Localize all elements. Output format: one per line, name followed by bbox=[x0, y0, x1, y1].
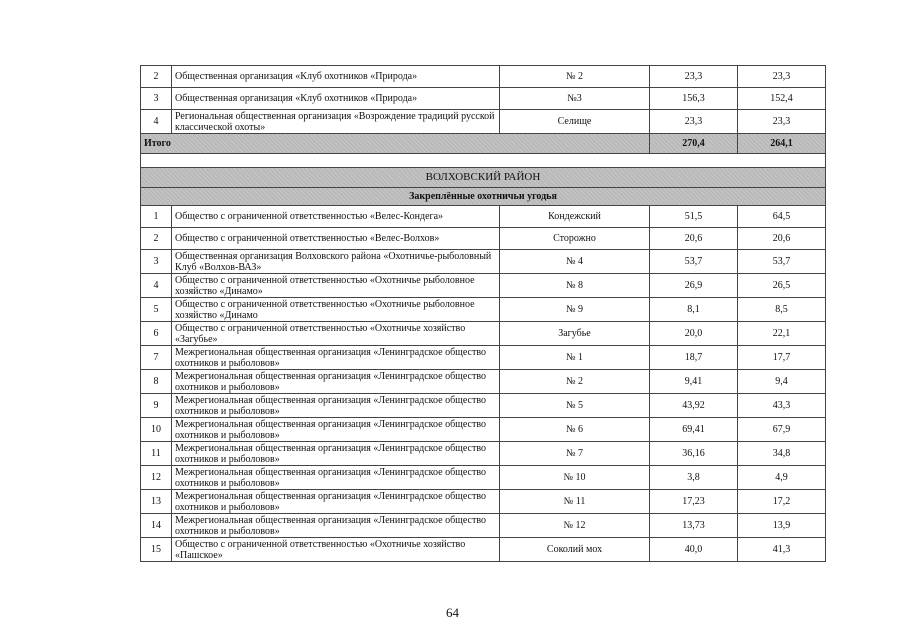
organization-name: Межрегиональная общественная организация «Ленинградское общество охотников и рыболовов» bbox=[172, 418, 500, 442]
hunting-ground: Загубье bbox=[500, 322, 650, 346]
table-row bbox=[141, 466, 826, 490]
value-1: 40,0 bbox=[650, 538, 738, 562]
value-1: 20,0 bbox=[650, 322, 738, 346]
row-number: 12 bbox=[141, 466, 172, 490]
hunting-ground: № 2 bbox=[500, 370, 650, 394]
organization-name: Межрегиональная общественная организация «Ленинградское общество охотников и рыболовов» bbox=[172, 346, 500, 370]
hunting-ground: №3 bbox=[500, 88, 650, 110]
value-1: 36,16 bbox=[650, 442, 738, 466]
value-1: 26,9 bbox=[650, 274, 738, 298]
hunting-ground: Соколий мох bbox=[500, 538, 650, 562]
value-2: 34,8 bbox=[738, 442, 826, 466]
row-number: 3 bbox=[141, 88, 172, 110]
hunting-ground: № 11 bbox=[500, 490, 650, 514]
value-2: 8,5 bbox=[738, 298, 826, 322]
table-row bbox=[141, 346, 826, 370]
organization-name: Общество с ограниченной ответственностью «Охотничье рыболовное хозяйство «Динамо bbox=[172, 298, 500, 322]
organization-name: Межрегиональная общественная организация «Ленинградское общество охотников и рыболовов» bbox=[172, 514, 500, 538]
hunting-ground: Сторожно bbox=[500, 228, 650, 250]
spacer-row bbox=[141, 154, 826, 168]
hunting-ground: № 12 bbox=[500, 514, 650, 538]
hunting-ground: № 9 bbox=[500, 298, 650, 322]
organization-name: Межрегиональная общественная организация «Ленинградское общество охотников и рыболовов» bbox=[172, 394, 500, 418]
table-row bbox=[141, 538, 826, 562]
value-2: 23,3 bbox=[738, 110, 826, 134]
total-value-2: 264,1 bbox=[738, 134, 826, 154]
table-row bbox=[141, 370, 826, 394]
spacer-cell bbox=[141, 154, 826, 168]
value-2: 64,5 bbox=[738, 206, 826, 228]
row-number: 5 bbox=[141, 298, 172, 322]
organization-name: Общество с ограниченной ответственностью «Велес-Кондега» bbox=[172, 206, 500, 228]
value-1: 8,1 bbox=[650, 298, 738, 322]
value-1: 69,41 bbox=[650, 418, 738, 442]
row-number: 7 bbox=[141, 346, 172, 370]
value-2: 17,2 bbox=[738, 490, 826, 514]
value-2: 152,4 bbox=[738, 88, 826, 110]
row-number: 6 bbox=[141, 322, 172, 346]
organization-name: Общественная организация Волховского района «Охотничье-рыболовный Клуб «Волхов-ВАЗ» bbox=[172, 250, 500, 274]
table-row bbox=[141, 394, 826, 418]
row-number: 9 bbox=[141, 394, 172, 418]
table-row bbox=[141, 298, 826, 322]
value-1: 23,3 bbox=[650, 110, 738, 134]
hunting-ground: № 8 bbox=[500, 274, 650, 298]
organization-name: Общество с ограниченной ответственностью «Велес-Волхов» bbox=[172, 228, 500, 250]
value-1: 43,92 bbox=[650, 394, 738, 418]
row-number: 15 bbox=[141, 538, 172, 562]
row-number: 1 bbox=[141, 206, 172, 228]
table-row bbox=[141, 88, 826, 110]
table-body bbox=[141, 66, 826, 562]
hunting-ground: Кондежский bbox=[500, 206, 650, 228]
organization-name: Общество с ограниченной ответственностью «Охотничье рыболовное хозяйство «Динамо» bbox=[172, 274, 500, 298]
hunting-ground: № 4 bbox=[500, 250, 650, 274]
table-row bbox=[141, 66, 826, 88]
value-1: 9,41 bbox=[650, 370, 738, 394]
organization-name: Общество с ограниченной ответственностью «Охотничье хозяйство «Загубье» bbox=[172, 322, 500, 346]
row-number: 13 bbox=[141, 490, 172, 514]
hunting-ground: № 10 bbox=[500, 466, 650, 490]
value-2: 41,3 bbox=[738, 538, 826, 562]
table-row bbox=[141, 490, 826, 514]
district-title: ВОЛХОВСКИЙ РАЙОН bbox=[141, 168, 826, 188]
row-number: 4 bbox=[141, 110, 172, 134]
table-row bbox=[141, 250, 826, 274]
total-row bbox=[141, 134, 826, 154]
table-row bbox=[141, 228, 826, 250]
page-number: 64 bbox=[446, 605, 459, 620]
hunting-grounds-table bbox=[140, 65, 826, 562]
hunting-ground: № 5 bbox=[500, 394, 650, 418]
value-2: 13,9 bbox=[738, 514, 826, 538]
table-row bbox=[141, 514, 826, 538]
value-2: 23,3 bbox=[738, 66, 826, 88]
value-2: 43,3 bbox=[738, 394, 826, 418]
value-1: 156,3 bbox=[650, 88, 738, 110]
table-row bbox=[141, 442, 826, 466]
value-2: 67,9 bbox=[738, 418, 826, 442]
district-header-row bbox=[141, 168, 826, 188]
organization-name: Общественная организация «Клуб охотников «Природа» bbox=[172, 88, 500, 110]
value-2: 4,9 bbox=[738, 466, 826, 490]
organization-name: Региональная общественная организация «Возрождение традиций русской классической охоты» bbox=[172, 110, 500, 134]
value-2: 20,6 bbox=[738, 228, 826, 250]
hunting-ground: № 6 bbox=[500, 418, 650, 442]
table-row bbox=[141, 418, 826, 442]
organization-name: Межрегиональная общественная организация «Ленинградское общество охотников и рыболовов» bbox=[172, 466, 500, 490]
total-label: Итого bbox=[141, 134, 650, 154]
organization-name: Общественная организация «Клуб охотников «Природа» bbox=[172, 66, 500, 88]
document-page bbox=[140, 65, 825, 562]
hunting-ground: Селище bbox=[500, 110, 650, 134]
value-1: 13,73 bbox=[650, 514, 738, 538]
subheader-row bbox=[141, 188, 826, 206]
value-2: 53,7 bbox=[738, 250, 826, 274]
organization-name: Межрегиональная общественная организация «Ленинградское общество охотников и рыболовов» bbox=[172, 490, 500, 514]
table-row bbox=[141, 206, 826, 228]
organization-name: Общество с ограниченной ответственностью «Охотничье хозяйство «Пашское» bbox=[172, 538, 500, 562]
table-row bbox=[141, 110, 826, 134]
row-number: 10 bbox=[141, 418, 172, 442]
value-2: 26,5 bbox=[738, 274, 826, 298]
table-row bbox=[141, 274, 826, 298]
table-row bbox=[141, 322, 826, 346]
value-2: 9,4 bbox=[738, 370, 826, 394]
value-1: 53,7 bbox=[650, 250, 738, 274]
organization-name: Межрегиональная общественная организация «Ленинградское общество охотников и рыболовов» bbox=[172, 370, 500, 394]
hunting-ground: № 7 bbox=[500, 442, 650, 466]
organization-name: Межрегиональная общественная организация «Ленинградское общество охотников и рыболовов» bbox=[172, 442, 500, 466]
value-1: 3,8 bbox=[650, 466, 738, 490]
value-2: 22,1 bbox=[738, 322, 826, 346]
value-1: 23,3 bbox=[650, 66, 738, 88]
row-number: 8 bbox=[141, 370, 172, 394]
row-number: 2 bbox=[141, 228, 172, 250]
value-1: 20,6 bbox=[650, 228, 738, 250]
value-1: 18,7 bbox=[650, 346, 738, 370]
hunting-ground: № 1 bbox=[500, 346, 650, 370]
value-2: 17,7 bbox=[738, 346, 826, 370]
row-number: 11 bbox=[141, 442, 172, 466]
row-number: 4 bbox=[141, 274, 172, 298]
value-1: 17,23 bbox=[650, 490, 738, 514]
total-value-1: 270,4 bbox=[650, 134, 738, 154]
hunting-ground: № 2 bbox=[500, 66, 650, 88]
row-number: 3 bbox=[141, 250, 172, 274]
value-1: 51,5 bbox=[650, 206, 738, 228]
row-number: 14 bbox=[141, 514, 172, 538]
row-number: 2 bbox=[141, 66, 172, 88]
district-subtitle: Закреплённые охотничьи угодья bbox=[141, 188, 826, 206]
